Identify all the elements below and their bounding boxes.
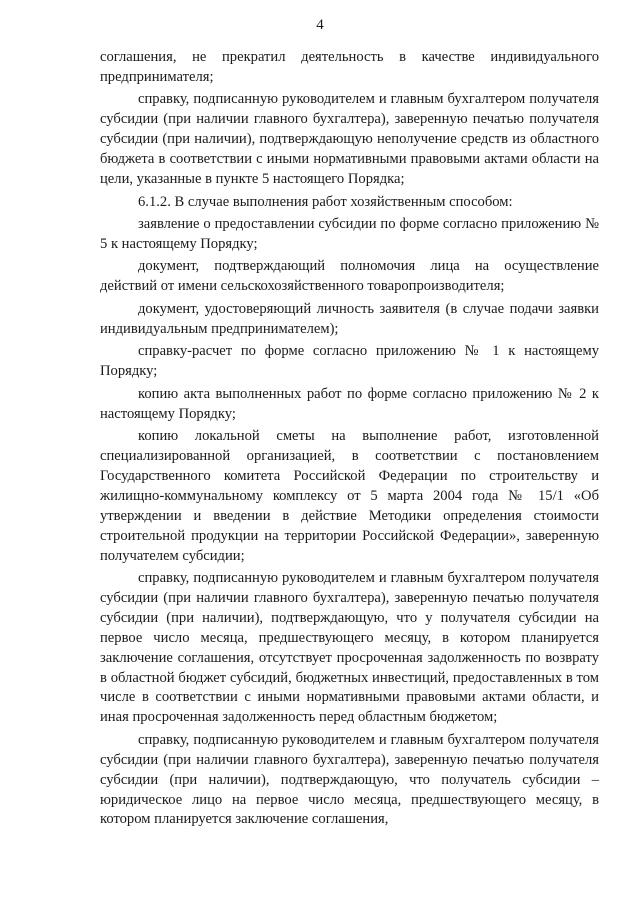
paragraph-application: заявление о предоставлении субсидии по форме согласно приложению № 5 к настоящему Порядку; [100, 216, 599, 252]
paragraph-certificate-no-funds: справку, подписанную руководителем и главным бухгалтером получателя субсидии (при наличии главного бухгалтера), заверенную печатью получателя субсидии (при наличии), подтверждающую неполучение средств из областного бюджета в соответствии с иными нормативными правовыми актами области на цели, указанные в пункте 5 настоящего Порядка; [100, 91, 599, 188]
paragraph-identity-document: документ, удостоверяющий личность заявителя (в случае подачи заявки индивидуальным предпринимателем); [100, 300, 599, 337]
document-body [100, 48, 599, 833]
paragraph-work-act: копию акта выполненных работ по форме согласно приложению № 2 к настоящему Порядку; [100, 385, 599, 422]
paragraph-calculation: справку-расчет по форме согласно приложению № 1 к настоящему Порядку; [100, 343, 599, 380]
paragraph-local-estimate: копию локальной сметы на выполнение работ, изготовленной специализированной организацией, в соответствии с постановлением Государственного комитета Российской Федерации по строительству и жилищно-коммунальному комплексу от 5 марта 2004 года № 15/1 «Об утверждении и введении в действие Методики определения стоимости строительной продукции на территории Российской Федерации», заверенную получателем субсидии; [100, 428, 599, 564]
paragraph-certificate-legal-entity: справку, подписанную руководителем и главным бухгалтером получателя субсидии (при наличии главного бухгалтера), заверенную печатью получателя субсидии (при наличии), подтверждающую, что получатель субсидии – юридическое лицо на первое число месяца, предшествующего месяцу, в котором планируется заключение соглашения, [100, 731, 599, 828]
paragraph-certificate-no-debt: справку, подписанную руководителем и главным бухгалтером получателя субсидии (при наличии главного бухгалтера), заверенную печатью получателя субсидии (при наличии), подтверждающую, что у получателя субсидии на первое число месяца, предшествующего месяцу, в котором планируется заключение соглашения, отсутствует просроченная задолженность по возврату в областной бюджет субсидий, бюджетных инвестиций, предоставленных в том числе в соответствии с иными нормативными правовыми актами области, и иная просроченная задолженность перед областным бюджетом; [100, 570, 599, 726]
paragraph-continuation: соглашения, не прекратил деятельность в качестве индивидуального предпринимателя; [100, 49, 599, 85]
paragraph-authority-document: документ, подтверждающий полномочия лица на осуществление действий от имени сельскохозяйственного товаропроизводителя; [100, 258, 599, 295]
page-number: 4 [316, 17, 324, 33]
paragraph-section-6-1-2: 6.1.2. В случае выполнения работ хозяйственным способом: [138, 193, 513, 210]
